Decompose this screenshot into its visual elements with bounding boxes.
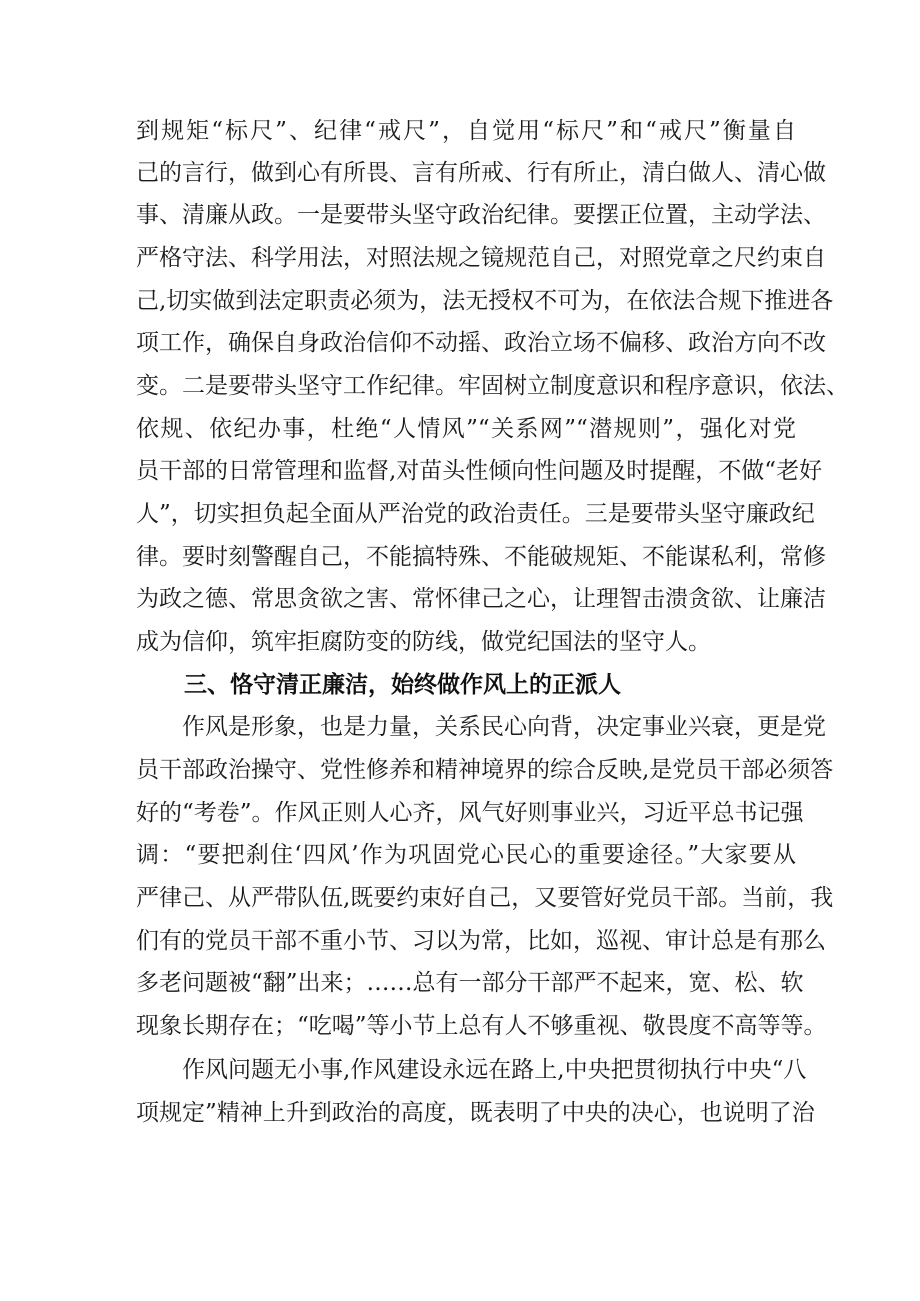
paragraph-line: 们有的党员干部不重小节、习以为常，比如，巡视、审计总是有那么 bbox=[136, 928, 826, 954]
paragraph-line: 律。要时刻警醒自己，不能搞特殊、不能破规矩、不能谋私利，常修 bbox=[136, 544, 826, 570]
paragraph-line: 到规矩“标尺”、纪律“戒尺”，自觉用“标尺”和“戒尺”衡量自 bbox=[136, 118, 796, 144]
paragraph-line: 多老问题被“翻”出来；……总有一部分干部严不起来，宽、松、软 bbox=[136, 970, 804, 996]
paragraph-line: 己,切实做到法定职责必须为，法无授权不可为，在依法合规下推进各 bbox=[136, 288, 834, 314]
paragraph-line: 员干部的日常管理和监督,对苗头性倾向性问题及时提醒，不做“老好 bbox=[136, 458, 823, 484]
paragraph-line: 成为信仰，筑牢拒腐防变的防线，做党纪国法的坚守人。 bbox=[136, 629, 711, 655]
paragraph-line: 项工作，确保自身政治信仰不动摇、政治立场不偏移、政治方向不改 bbox=[136, 330, 826, 356]
paragraph-line: 己的言行，做到心有所畏、言有所戒、行有所止，清白做人、清心做 bbox=[136, 160, 826, 186]
paragraph-line: 好的“考卷”。作风正则人心齐，风气好则事业兴，习近平总书记强 bbox=[136, 800, 804, 826]
paragraph-line: 变。二是要带头坚守工作纪律。牢固树立制度意识和程序意识，依法、 bbox=[136, 373, 849, 399]
paragraph-line: 作风问题无小事,作风建设永远在路上,中央把贯彻执行中央“八 bbox=[182, 1057, 807, 1083]
paragraph-line: 项规定”精神上升到政治的高度，既表明了中央的决心，也说明了治 bbox=[136, 1100, 815, 1126]
paragraph-line: 为政之德、常思贪欲之害、常怀律己之心，让理智击溃贪欲、让廉洁 bbox=[136, 586, 826, 612]
paragraph-line: 依规、依纪办事，杜绝“人情风”“关系网”“潜规则”，强化对党 bbox=[136, 416, 796, 442]
paragraph-line: 调：“要把刹住‘四风’作为巩固党心民心的重要途径。”大家要从 bbox=[136, 842, 796, 868]
paragraph-line: 作风是形象，也是力量，关系民心向背，决定事业兴衰，更是党 bbox=[182, 714, 826, 740]
section-heading: 三、恪守清正廉洁，始终做作风上的正派人 bbox=[184, 672, 621, 698]
paragraph-line: 人”，切实担负起全面从严治党的政治责任。三是要带头坚守廉政纪 bbox=[136, 501, 815, 527]
paragraph-line: 事、清廉从政。一是要带头坚守政治纪律。要摆正位置，主动学法、 bbox=[136, 202, 826, 228]
paragraph-line: 严格守法、科学用法，对照法规之镜规范自己，对照党章之尺约束自 bbox=[136, 245, 826, 271]
paragraph-line: 员干部政治操守、党性修养和精神境界的综合反映,是党员干部必须答 bbox=[136, 757, 834, 783]
paragraph-line: 严律己、从严带队伍,既要约束好自己，又要管好党员干部。当前，我 bbox=[136, 885, 834, 911]
paragraph-line: 现象长期存在；“吃喝”等小节上总有人不够重视、敬畏度不高等等。 bbox=[136, 1013, 827, 1039]
